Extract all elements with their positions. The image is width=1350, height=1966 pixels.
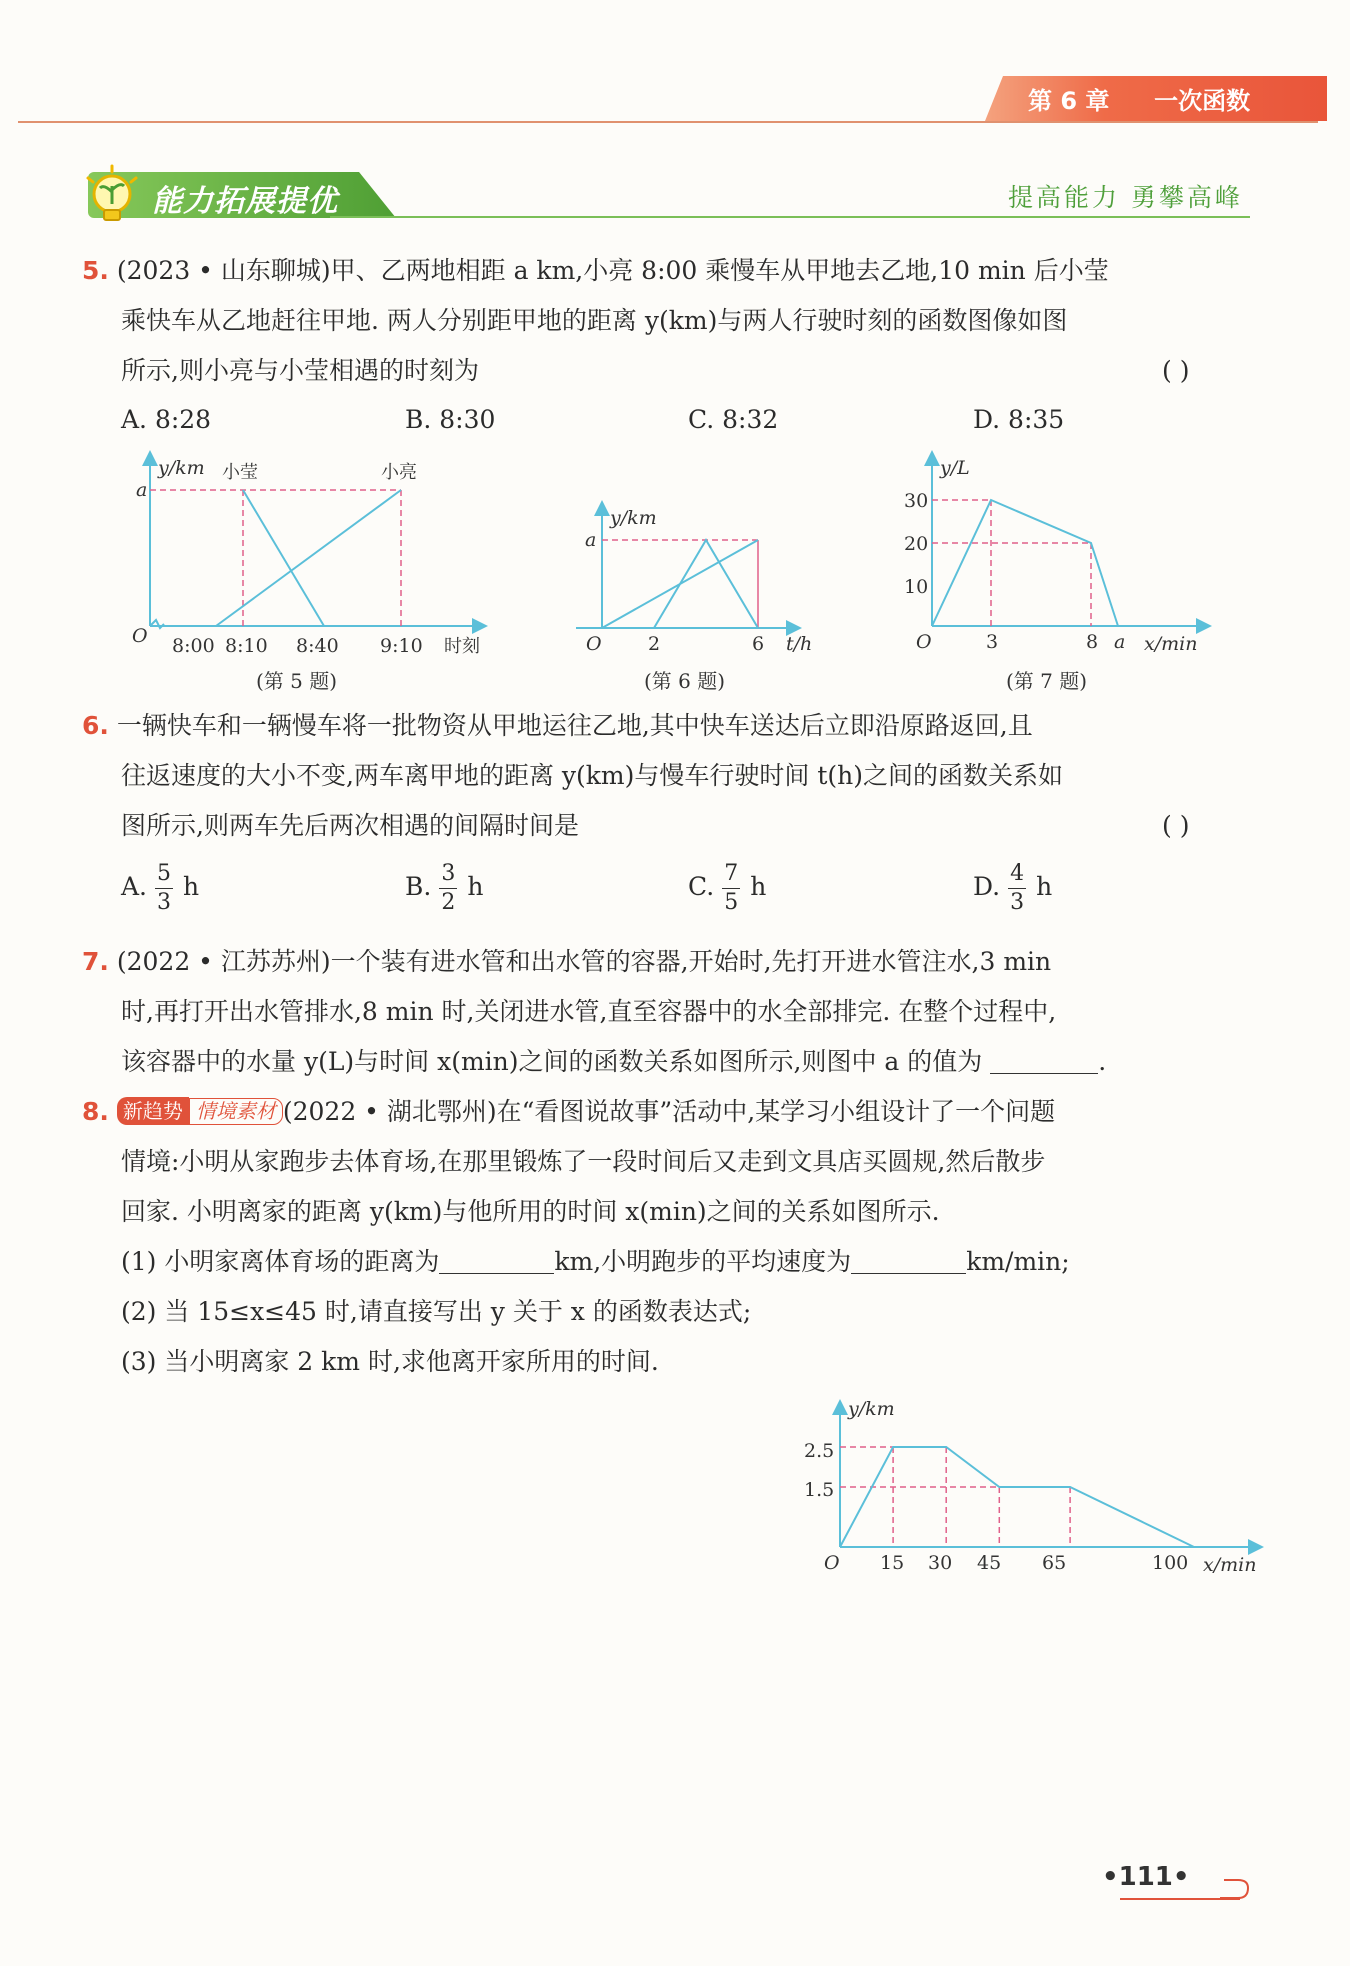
fraction: $\frac{7}{5}$ — [724, 861, 739, 915]
figure-8-graph — [800, 1395, 1270, 1595]
answer-blank[interactable] — [439, 1245, 554, 1274]
question-7 — [82, 942, 1051, 982]
y-tick-label: 20 — [904, 533, 929, 555]
subquestion-1-mid: km,小明跑步的平均速度为 — [554, 1247, 852, 1276]
subquestion-1: (1) 小明家离体育场的距离为 — [121, 1247, 440, 1276]
option-a[interactable] — [121, 862, 199, 915]
fraction: $\frac{4}{3}$ — [1010, 861, 1025, 915]
question-number: 6. — [82, 711, 109, 740]
question-number: 7. — [82, 947, 109, 976]
question-text: 所示,则小亮与小莹相遇的时刻为 — [121, 356, 479, 385]
x-tick-label: 8:10 — [225, 635, 268, 657]
page-number: •111• — [1102, 1862, 1190, 1892]
option-unit: h — [183, 872, 200, 901]
x-axis-label: t/h — [786, 633, 813, 655]
answer-paren: ( ) — [1162, 356, 1190, 385]
x-tick-label: 30 — [928, 1552, 953, 1574]
question-number: 5. — [82, 256, 109, 285]
x-tick-label: 45 — [977, 1552, 1002, 1574]
fraction: $\frac{5}{3}$ — [157, 861, 172, 915]
y-tick-label: 2.5 — [804, 1440, 835, 1462]
chapter-title: 一次函数 — [1154, 87, 1251, 115]
question-number: 8. — [82, 1097, 109, 1126]
x-tick-label: a — [1114, 631, 1126, 653]
figure-5-graph — [128, 450, 498, 665]
option-b[interactable] — [405, 862, 483, 915]
x-tick-label: 6 — [752, 633, 765, 655]
series-xiaoying — [243, 490, 324, 626]
origin-label: O — [916, 631, 932, 653]
option-d[interactable]: D. 8:35 — [973, 405, 1065, 434]
section-title: 能力拓展提优 — [152, 184, 338, 219]
question-5 — [82, 251, 1109, 291]
question-text: (2023 • 山东聊城)甲、乙两地相距 a km,小亮 8:00 乘慢车从甲地去乙地,10 min 后小莹 — [116, 256, 1109, 285]
option-c[interactable]: C. 8:32 — [688, 405, 779, 434]
subquestion-1-unit: km/min; — [966, 1247, 1070, 1276]
x-tick-label: 3 — [986, 631, 999, 653]
origin-label: O — [132, 625, 148, 647]
question-8 — [82, 1092, 1055, 1132]
x-axis-label: x/min — [1144, 633, 1198, 655]
origin-label: O — [824, 1552, 840, 1574]
question-text: (2022 • 江苏苏州)一个装有进水管和出水管的容器,开始时,先打开进水管注水,3 min — [116, 947, 1052, 976]
option-unit: h — [750, 872, 767, 901]
option-unit: h — [467, 872, 484, 901]
question-6 — [82, 706, 1033, 746]
y-axis-label: y/km — [848, 1398, 895, 1420]
series-label-xiaoliang: 小亮 — [381, 462, 417, 483]
figure-7-caption: (第 7 题) — [1006, 669, 1088, 693]
a-label: a — [585, 529, 597, 551]
answer-paren: ( ) — [1162, 811, 1190, 840]
question-text: (2022 • 湖北鄂州)在“看图说故事”活动中,某学习小组设计了一个问题 — [282, 1097, 1056, 1126]
option-b[interactable]: B. 8:30 — [405, 405, 496, 434]
x-axis-label: x/min — [1203, 1554, 1257, 1576]
question-text: 乘快车从乙地赶往甲地. 两人分别距甲地的距离 y(km)与两人行驶时刻的函数图像如图 — [121, 306, 1068, 335]
y-axis-label: y/km — [610, 507, 657, 529]
subquestion-2: (2) 当 15≤x≤45 时,请直接写出 y 关于 x 的函数表达式; — [121, 1297, 752, 1326]
x-tick-label: 8:40 — [296, 635, 339, 657]
a-label: a — [136, 479, 148, 501]
x-tick-label: 65 — [1042, 1552, 1067, 1574]
figure-5-caption: (第 5 题) — [256, 669, 338, 693]
top-rule — [18, 121, 1318, 123]
y-axis-label: y/L — [940, 457, 970, 479]
question-text: 往返速度的大小不变,两车离甲地的距离 y(km)与慢车行驶时间 t(h)之间的函数关系如 — [121, 761, 1063, 790]
y-tick-label: 30 — [904, 490, 929, 512]
y-tick-label: 1.5 — [804, 1479, 835, 1501]
answer-blank[interactable] — [990, 1045, 1098, 1074]
option-letter: B. — [405, 872, 432, 901]
question-text: 图所示,则两车先后两次相遇的间隔时间是 — [121, 811, 579, 840]
question-text: 一辆快车和一辆慢车将一批物资从甲地运往乙地,其中快车送达后立即沿原路返回,且 — [116, 711, 1033, 740]
figure-6-caption: (第 6 题) — [644, 669, 726, 693]
lightbulb-icon — [80, 164, 144, 228]
x-tick-label: 2 — [648, 633, 661, 655]
figure-7-graph — [898, 450, 1216, 665]
tag-context: 情境素材 — [189, 1098, 283, 1125]
origin-label: O — [586, 633, 602, 655]
y-tick-label: 10 — [904, 576, 929, 598]
x-tick-label: 100 — [1152, 1552, 1189, 1574]
option-letter: C. — [688, 872, 715, 901]
x-axis-label: 时刻 — [444, 636, 480, 657]
series-fast — [654, 540, 758, 628]
y-axis-label: y/km — [158, 457, 205, 479]
fraction: $\frac{3}{2}$ — [441, 861, 456, 915]
x-tick-label: 8:00 — [172, 635, 215, 657]
option-unit: h — [1036, 872, 1053, 901]
question-text: 时,再打开出水管排水,8 min 时,关闭进水管,直至容器中的水全部排完. 在整个过程中, — [121, 997, 1057, 1026]
period: . — [1098, 1047, 1107, 1076]
question-text: 回家. 小明离家的距离 y(km)与他所用的时间 x(min)之间的关系如图所示. — [121, 1197, 940, 1226]
option-a[interactable]: A. 8:28 — [121, 405, 212, 434]
option-c[interactable] — [688, 862, 766, 915]
option-letter: D. — [973, 872, 1001, 901]
tag-new-trend: 新趋势 — [117, 1097, 189, 1125]
question-text: 情境:小明从家跑步去体育场,在那里锻炼了一段时间后又走到文具店买圆规,然后散步 — [121, 1147, 1046, 1176]
subquestion-3: (3) 当小明离家 2 km 时,求他离开家所用的时间. — [121, 1347, 659, 1376]
chapter-label: 第 6 章 — [1028, 87, 1110, 115]
page-curl-icon — [1218, 1872, 1252, 1902]
option-d[interactable] — [973, 862, 1052, 915]
answer-blank[interactable] — [851, 1245, 966, 1274]
banner-underline — [330, 216, 1250, 218]
figure-6-graph — [572, 500, 832, 665]
series-label-xiaoying: 小莹 — [222, 462, 258, 483]
x-tick-label: 8 — [1086, 631, 1099, 653]
series-water — [932, 500, 1118, 626]
x-tick-label: 9:10 — [380, 635, 423, 657]
question-text: 该容器中的水量 y(L)与时间 x(min)之间的函数关系如图所示,则图中 a 的值为 — [121, 1047, 983, 1076]
option-letter: A. — [121, 872, 148, 901]
x-tick-label: 15 — [880, 1552, 905, 1574]
section-slogan: 提高能力 勇攀高峰 — [1008, 183, 1243, 212]
